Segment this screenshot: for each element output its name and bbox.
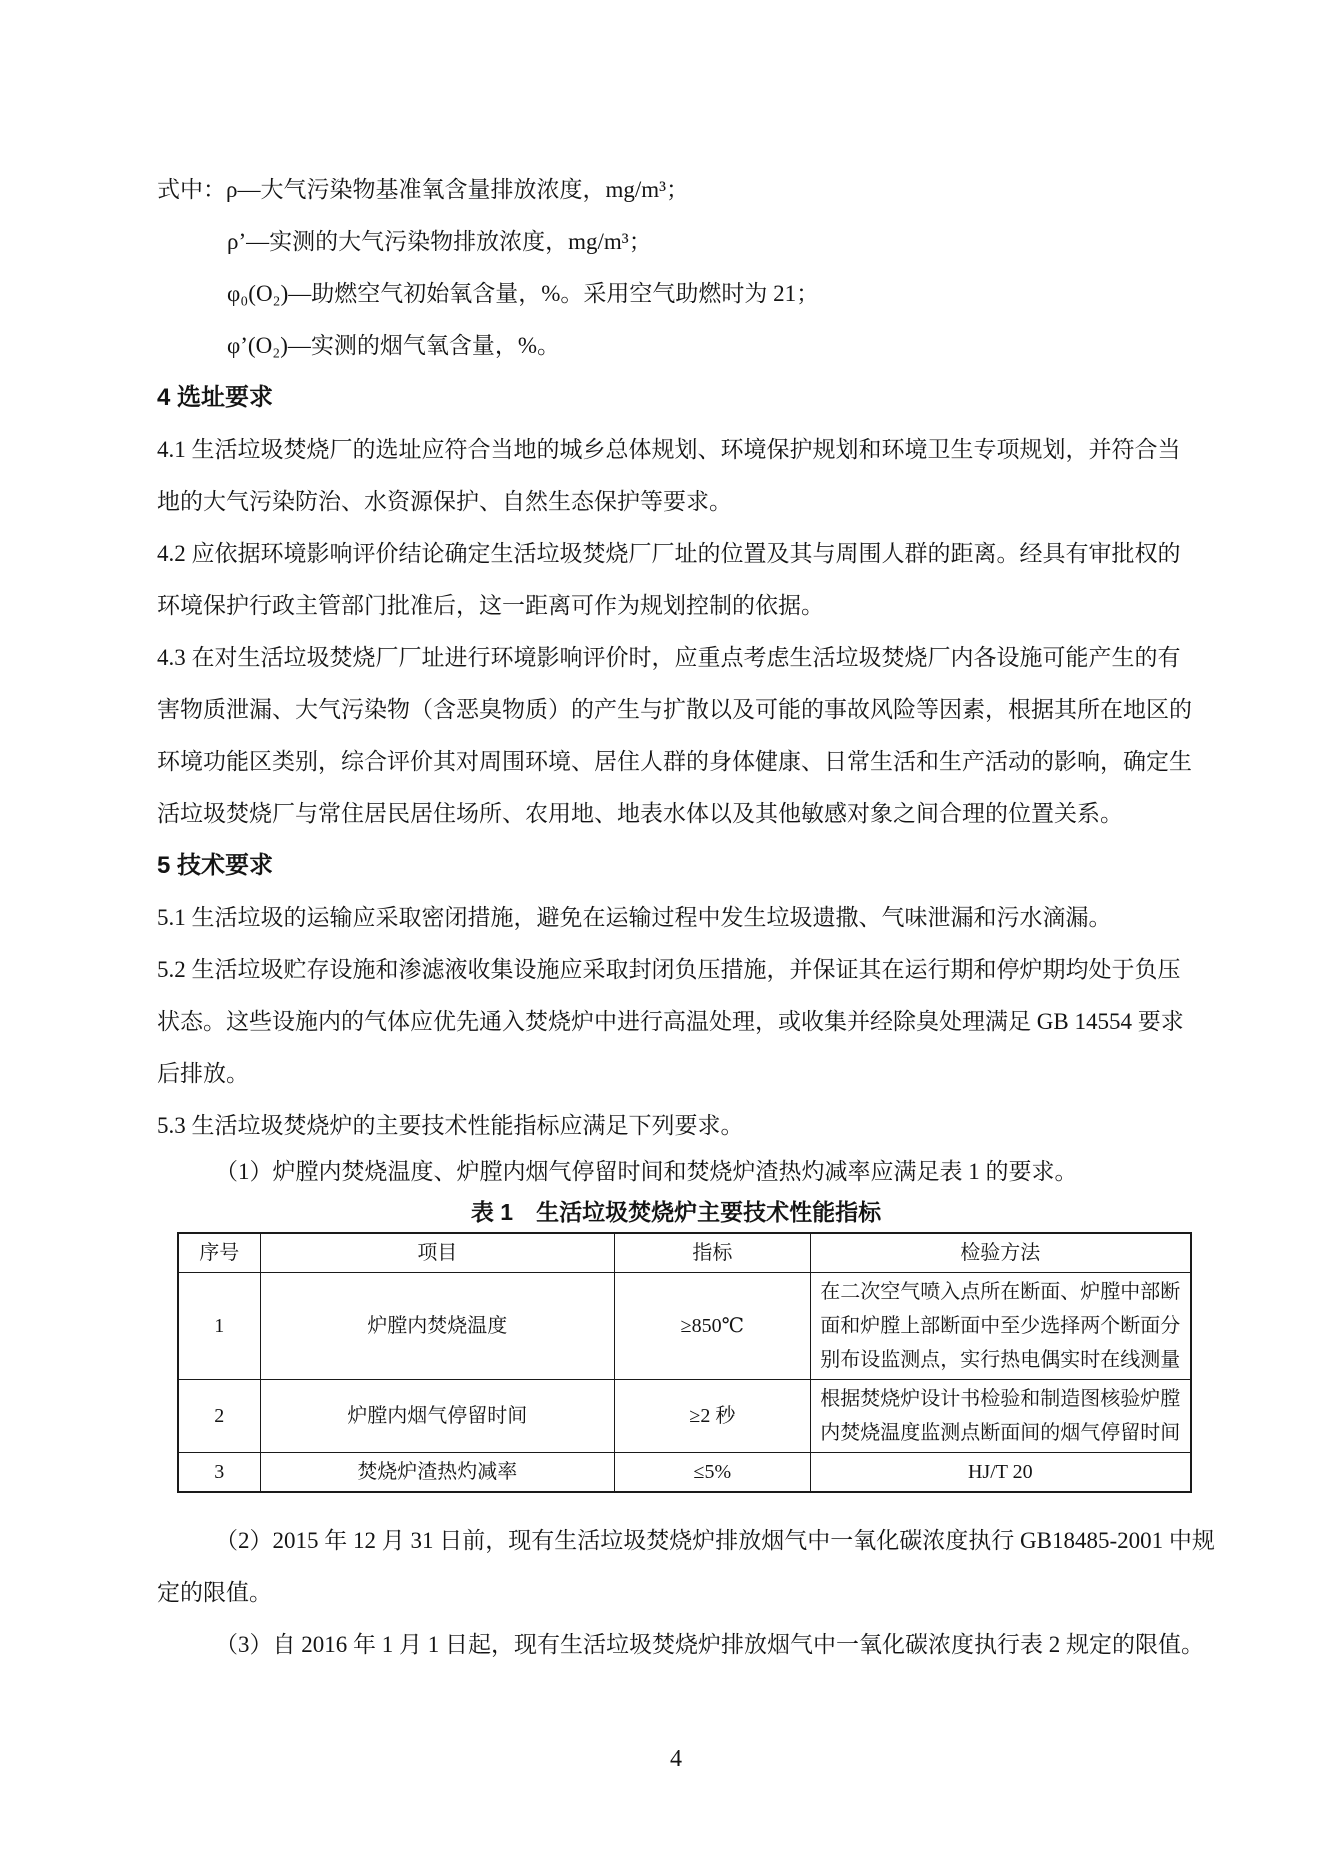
paragraph-5-2-line: 状态。这些设施内的气体应优先通入焚烧炉中进行高温处理，或收集并经除臭处理满足 GB 14554 要求 [157,1009,1184,1034]
cell-indicator: ≤5% [615,1453,811,1493]
formula-definition-line: ρ’—实测的大气污染物排放浓度，mg/m³； [227,229,652,254]
paragraph-4-3-line: 环境功能区类别，综合评价其对周围环境、居住人群的身体健康、日常生活和生产活动的影响，确定生 [157,749,1192,774]
table-row [178,1380,1191,1453]
cell-item: 炉膛内烟气停留时间 [260,1380,615,1453]
formula-definition-line: φ₀(O₂)—助燃空气初始氧含量，%。采用空气助燃时为 21； [227,281,820,306]
table-1 [177,1232,1192,1493]
paragraph-5-3-line: 5.3 生活垃圾焚烧炉的主要技术性能指标应满足下列要求。 [157,1113,744,1138]
cell-indicator: ≥2 秒 [615,1380,811,1453]
page-content [157,164,1215,1671]
spacer [157,1493,1195,1515]
column-header-indicator: 指标 [615,1233,811,1273]
table-row [178,1453,1191,1493]
column-header-seq: 序号 [178,1233,260,1273]
paragraph-4-3-line: 4.3 在对生活垃圾焚烧厂厂址进行环境影响评价时，应重点考虑生活垃圾焚烧厂内各设施可能产生的有 [157,645,1181,670]
cell-seq: 3 [178,1453,260,1493]
column-header-method: 检验方法 [810,1233,1191,1273]
cell-seq: 2 [178,1380,260,1453]
table-row [178,1273,1191,1380]
cell-indicator: ≥850℃ [615,1273,811,1380]
cell-method: 根据焚烧炉设计书检验和制造图核验炉膛内焚烧温度监测点断面间的烟气停留时间 [810,1380,1191,1453]
cell-method: 在二次空气喷入点所在断面、炉膛中部断面和炉膛上部断面中至少选择两个断面分别布设监测点，实行热电偶实时在线测量 [810,1273,1191,1380]
cell-item: 焚烧炉渣热灼减率 [260,1453,615,1493]
list-item-3-line [157,1619,1204,1671]
section-4-heading: 4 选址要求 [157,384,274,411]
formula-definition-line: φ’(O₂)—实测的烟气氧含量，%。 [227,333,561,358]
paragraph-4-1-line: 地的大气污染防治、水资源保护、自然生态保护等要求。 [157,489,732,514]
paragraph-4-2-line: 环境保护行政主管部门批准后，这一距离可作为规划控制的依据。 [157,593,824,618]
section-5-heading: 5 技术要求 [157,852,274,879]
paragraph-4-3-line: 活垃圾焚烧厂与常住居民居住场所、农用地、地表水体以及其他敏感对象之间合理的位置关系。 [157,801,1123,826]
page-number: 4 [670,1746,682,1772]
table-header-row [178,1233,1191,1273]
list-item-1: （1）炉膛内焚烧温度、炉膛内烟气停留时间和焚烧炉渣热灼减率应满足表 1 的要求。 [215,1159,1078,1184]
formula-definition-line: 式中：ρ—大气污染物基准氧含量排放浓度，mg/m³； [157,177,690,202]
list-item-2-line [157,1515,1215,1567]
paragraph-5-1-line: 5.1 生活垃圾的运输应采取密闭措施，避免在运输过程中发生垃圾遗撒、气味泄漏和污水滴漏。 [157,905,1112,930]
column-header-item: 项目 [260,1233,615,1273]
paragraph-4-1-line: 4.1 生活垃圾焚烧厂的选址应符合当地的城乡总体规划、环境保护规划和环境卫生专项规划，并符合当 [157,437,1181,462]
cell-item: 炉膛内焚烧温度 [260,1273,615,1380]
paragraph-5-2-line: 5.2 生活垃圾贮存设施和渗滤液收集设施应采取封闭负压措施，并保证其在运行期和停炉期均处于负压 [157,957,1181,982]
cell-seq: 1 [178,1273,260,1380]
paragraph-4-3-line: 害物质泄漏、大气污染物（含恶臭物质）的产生与扩散以及可能的事故风险等因素，根据其所在地区的 [157,697,1192,722]
list-item-3-first-line: （3）自 2016 年 1 月 1 日起，现有生活垃圾焚烧炉排放烟气中一氧化碳浓度执行表 2 规定的限值。 [215,1632,1204,1657]
list-item-2-line: 定的限值。 [157,1580,272,1605]
paragraph-4-2-line: 4.2 应依据环境影响评价结论确定生活垃圾焚烧厂厂址的位置及其与周围人群的距离。经具有审批权的 [157,541,1181,566]
table-1-title: 表 1 生活垃圾焚烧炉主要技术性能指标 [470,1199,882,1225]
list-item-2-first-line: （2）2015 年 12 月 31 日前，现有生活垃圾焚烧炉排放烟气中一氧化碳浓度执行 GB18485-2001 中规 [215,1528,1215,1553]
cell-method: HJ/T 20 [810,1453,1191,1493]
paragraph-5-2-line: 后排放。 [157,1061,249,1086]
